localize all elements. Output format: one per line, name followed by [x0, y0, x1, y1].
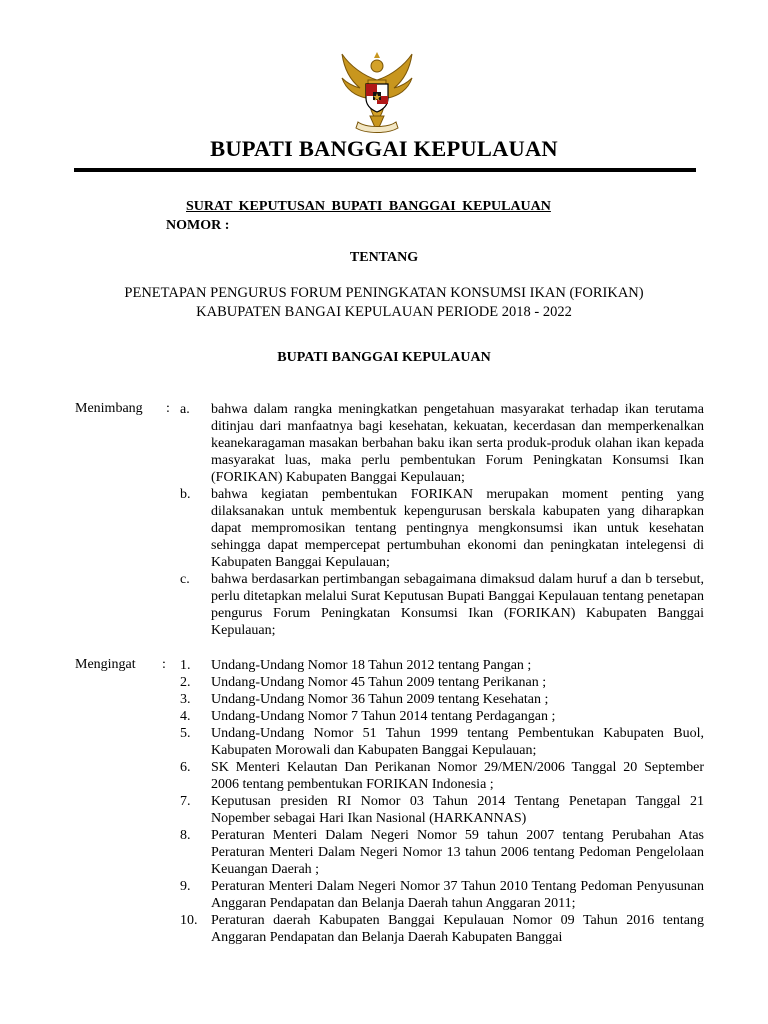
item-marker: 7. [180, 794, 191, 809]
mengingat-item-10 [180, 912, 704, 946]
menimbang-colon: : [166, 401, 170, 416]
item-text: Undang-Undang Nomor 36 Tahun 2009 tentang Kesehatan ; [211, 692, 549, 707]
item-marker: c. [180, 572, 190, 587]
decree-title: SURAT KEPUTUSAN BUPATI BANGGAI KEPULAUAN [186, 199, 551, 214]
header-divider [74, 168, 696, 172]
mengingat-item-3 [180, 691, 704, 708]
item-marker: a. [180, 402, 190, 417]
item-text: Undang-Undang Nomor 45 Tahun 2009 tentang Perikanan ; [211, 675, 547, 690]
item-text: Undang-Undang Nomor 7 Tahun 2014 tentang Perdagangan ; [211, 709, 556, 724]
item-text: Peraturan Menteri Dalam Negeri Nomor 59 tahun 2007 tentang Perubahan Atas Peraturan Menteri Dalam Negeri Nomor 13 tahun 2006 tentang Pedoman Pengelolaan Keuangan Daerah ; [211, 828, 704, 878]
mengingat-item-9 [180, 878, 704, 912]
item-text: Peraturan Menteri Dalam Negeri Nomor 37 Tahun 2010 Tentang Pedoman Penyusunan Anggaran Pendapatan dan Belanja Daerah tahun Anggaran 2011; [211, 879, 704, 912]
item-marker: 8. [180, 828, 191, 843]
regent-title: BUPATI BANGGAI KEPULAUAN [210, 136, 558, 161]
issuer-heading: BUPATI BANGGAI KEPULAUAN [277, 350, 491, 365]
item-marker: 1. [180, 658, 191, 673]
mengingat-item-2 [180, 674, 704, 691]
item-text: bahwa kegiatan pembentukan FORIKAN merupakan moment penting yang dilaksanakan untuk membentuk kepengurusan berskala kabupaten yang diharapkan dapat mempromosikan tentang pentingnya mengkonsumsi ikan untuk kesehatan sehingga dapat mempercepat pertumbuhan ekonomi dan peningkatan intelegensi di Kabupaten Banggai Kepulauan; [211, 487, 704, 571]
item-marker: 4. [180, 709, 191, 724]
item-marker: b. [180, 487, 191, 502]
tentang-heading: TENTANG [349, 250, 419, 265]
decree-subject [0, 284, 768, 322]
item-text: bahwa berdasarkan pertimbangan sebagaimana dimaksud dalam huruf a dan b tersebut, perlu ditetapkan melalui Surat Keputusan Bupati Banggai Kepulauan tentang penetapan pengurus Forum Peningkatan Konsumsi Ikan (FORIKAN) Kabupaten Banggai Kepulauan; [211, 572, 704, 639]
mengingat-item-4 [180, 708, 704, 725]
subject-line-1: PENETAPAN PENGURUS FORUM PENINGKATAN KONSUMSI IKAN (FORIKAN) [124, 285, 644, 301]
menimbang-item-a [180, 401, 704, 486]
menimbang-label: Menimbang [75, 401, 143, 416]
mengingat-item-7 [180, 793, 704, 827]
item-marker: 9. [180, 879, 191, 894]
mengingat-item-5 [180, 725, 704, 759]
item-text: Undang-Undang Nomor 51 Tahun 1999 tentang Pembentukan Kabupaten Buol, Kabupaten Morowali dan Kabupaten Banggai Kepulauan; [211, 726, 704, 759]
item-marker: 5. [180, 726, 191, 741]
item-text: Undang-Undang Nomor 18 Tahun 2012 tentang Pangan ; [211, 658, 532, 673]
mengingat-item-1 [180, 657, 704, 674]
item-text: Peraturan daerah Kabupaten Banggai Kepulauan Nomor 09 Tahun 2016 tentang Anggaran Pendapatan dan Belanja Daerah Kabupaten Banggai [211, 913, 704, 946]
item-marker: 3. [180, 692, 191, 707]
mengingat-item-8 [180, 827, 704, 878]
menimbang-item-b [180, 486, 704, 571]
garuda-emblem-icon [336, 50, 418, 138]
mengingat-label: Mengingat [75, 657, 136, 672]
item-text: SK Menteri Kelautan Dan Perikanan Nomor 29/MEN/2006 Tanggal 20 September 2006 tentang pembentukan FORIKAN Indonesia ; [211, 760, 704, 793]
item-marker: 2. [180, 675, 191, 690]
item-marker: 10. [180, 913, 198, 928]
decree-number-label: NOMOR : [166, 218, 230, 233]
item-marker: 6. [180, 760, 191, 775]
subject-line-2: KABUPATEN BANGAI KEPULAUAN PERIODE 2018 - 2022 [196, 304, 572, 320]
mengingat-colon: : [162, 657, 166, 672]
menimbang-item-c [180, 571, 704, 639]
mengingat-item-6 [180, 759, 704, 793]
item-text: Keputusan presiden RI Nomor 03 Tahun 2014 Tentang Penetapan Tanggal 21 Nopember sebagai Hari Ikan Nasional (HARKANNAS) [211, 794, 704, 827]
item-text: bahwa dalam rangka meningkatkan pengetahuan masyarakat terhadap ikan terutama ditinjau dari manfaatnya bagi kesehatan, kekuatan, kecerdasan dan memperkenalkan keanekaragaman masakan berbahan baku ikan serta produk-produk olahan ikan kepada masyarakat luas, maka perlu pembentukan Forum Peningkatan Konsumsi Ikan (FORIKAN) Kabupaten Banggai Kepulauan; [211, 402, 704, 486]
